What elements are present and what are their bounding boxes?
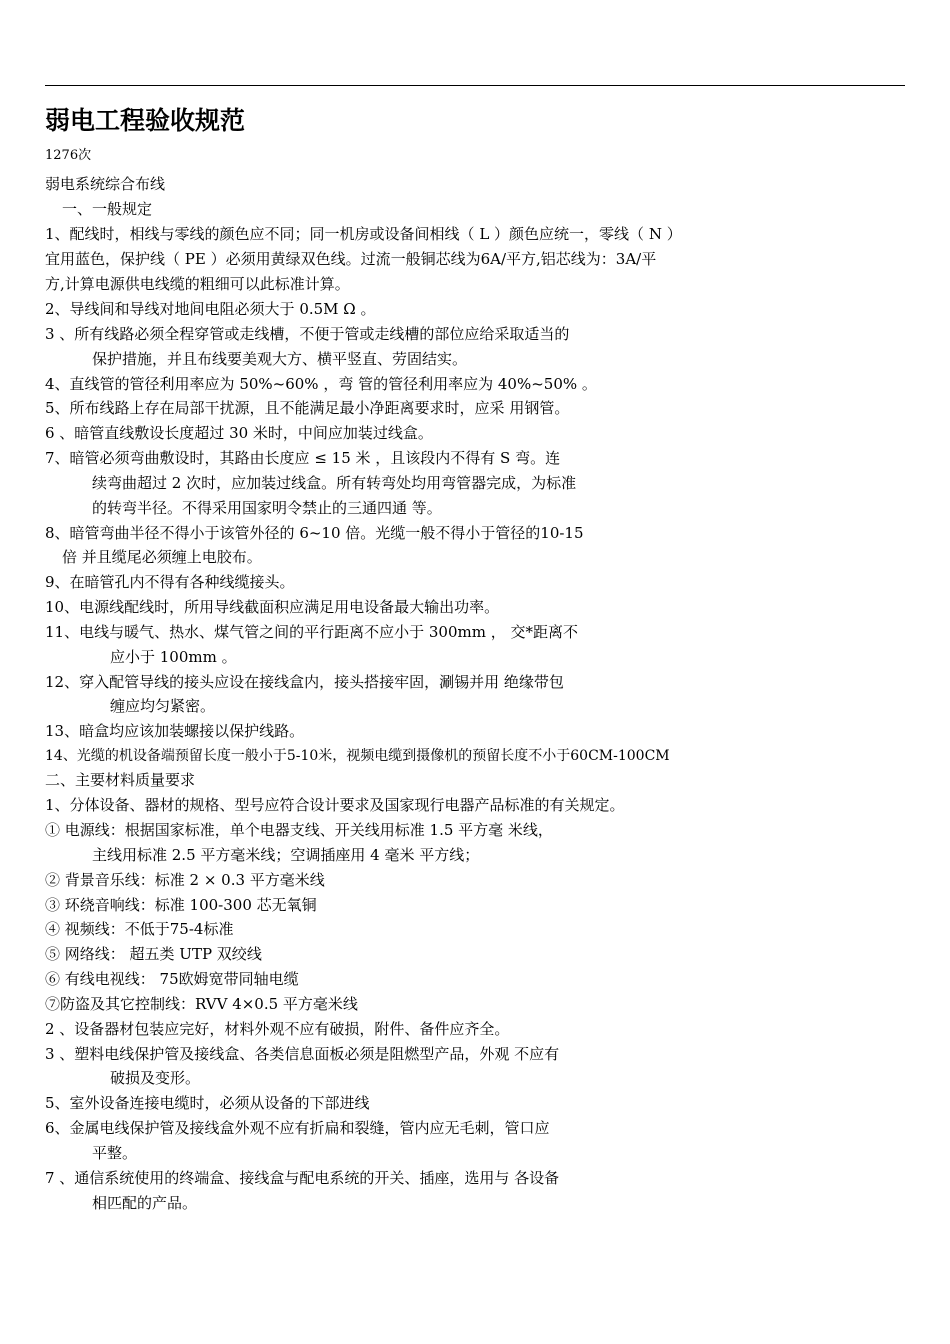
text-line: 6、金属电线保护管及接线盒外观不应有折扁和裂缝，管内应无毛刺，管口应 bbox=[45, 1119, 550, 1137]
list-item: ③ 环绕音响线：标准 100-300 芯无氧铜 bbox=[45, 896, 317, 914]
text-line: 2 、设备器材包装应完好，材料外观不应有破损，附件、备件应齐全。 bbox=[45, 1020, 510, 1038]
text-line: 续弯曲超过 2 次时，应加装过线盒。所有转弯处均用弯管器完成，为标准 bbox=[92, 474, 577, 492]
text-line: 2、导线间和导线对地间电阻必须大于 0.5M Ω 。 bbox=[45, 300, 376, 318]
list-item: ⑤ 网络线： 超五类 UTP 双绞线 bbox=[45, 945, 262, 963]
list-item: ⑥ 有线电视线： 75欧姆宽带同轴电缆 bbox=[45, 970, 299, 988]
text-line: 相匹配的产品。 bbox=[92, 1194, 198, 1212]
text-line: 6 、暗管直线敷设长度超过 30 米时，中间应加装过线盒。 bbox=[45, 424, 433, 442]
section-heading: 弱电系统综合布线 bbox=[45, 175, 166, 193]
list-item: ⑦防盗及其它控制线：RVV 4×0.5 平方毫米线 bbox=[45, 995, 358, 1013]
text-line: 缠应均匀紧密。 bbox=[110, 697, 216, 715]
text-line: 的转弯半径。不得采用国家明令禁止的三通四通 等。 bbox=[92, 499, 442, 517]
text-line: 8、暗管弯曲半径不得小于该管外径的 6~10 倍。光缆一般不得小于管径的10-15 bbox=[45, 524, 584, 542]
text-line: 平整。 bbox=[92, 1144, 138, 1162]
text-line: 5、所布线路上存在局部干扰源，且不能满足最小净距离要求时，应采 用钢管。 bbox=[45, 399, 570, 417]
text-line: 12、穿入配管导线的接头应设在接线盒内，接头搭接牢固，涮锡并用 绝缘带包 bbox=[45, 673, 564, 691]
list-item: ① 电源线：根据国家标准，单个电器支线、开关线用标准 1.5 平方毫 米线， bbox=[45, 821, 553, 839]
text-line: 应小于 100mm 。 bbox=[110, 648, 237, 666]
list-item: ② 背景音乐线：标准 2 × 0.3 平方毫米线 bbox=[45, 871, 325, 889]
subsection-heading: 一、一般规定 bbox=[62, 200, 153, 218]
section-heading: 二、主要材料质量要求 bbox=[45, 771, 196, 789]
page-title: 弱电工程验收规范 bbox=[45, 106, 246, 135]
list-item: ④ 视频线：不低于75-4标准 bbox=[45, 920, 234, 938]
text-line: 13、暗盒均应该加装螺接以保护线路。 bbox=[45, 722, 305, 740]
text-line: 7 、通信系统使用的终端盒、接线盒与配电系统的开关、插座，选用与 各设备 bbox=[45, 1169, 560, 1187]
view-count: 1276次 bbox=[45, 148, 92, 163]
text-line: 1、配线时，相线与零线的颜色应不同；同一机房或设备间相线（ L ）颜色应统一，零线（ N ） bbox=[45, 225, 682, 243]
text-line: 9、在暗管孔内不得有各种线缆接头。 bbox=[45, 573, 295, 591]
text-line: 5、室外设备连接电缆时，必须从设备的下部进线 bbox=[45, 1094, 370, 1112]
text-line: 1、分体设备、器材的规格、型号应符合设计要求及国家现行电器产品标准的有关规定。 bbox=[45, 796, 625, 814]
top-rule bbox=[45, 85, 905, 86]
text-line: 7、暗管必须弯曲敷设时，其路由长度应 ≤ 15 米 ，且该段内不得有 S 弯。连 bbox=[45, 449, 561, 467]
text-line: 主线用标准 2.5 平方毫米线；空调插座用 4 毫米 平方线； bbox=[92, 846, 480, 864]
text-line: 10、电源线配线时，所用导线截面积应满足用电设备最大输出功率。 bbox=[45, 598, 500, 616]
text-line: 宜用蓝色，保护线（ PE ）必须用黄绿双色线。过流一般铜芯线为6A/平方,铝芯线为：3A/平 bbox=[45, 250, 657, 268]
text-line: 11、电线与暖气、热水、煤气管之间的平行距离不应小于 300mm ， 交*距离不 bbox=[45, 623, 578, 641]
text-line: 3 、塑料电线保护管及接线盒、各类信息面板必须是阻燃型产品，外观 不应有 bbox=[45, 1045, 560, 1063]
text-line: 14、光缆的机设备端预留长度一般小于5-10米，视频电缆到摄像机的预留长度不小于60CM-100CM bbox=[45, 748, 670, 764]
text-line: 3 、所有线路必须全程穿管或走线槽，不便于管或走线槽的部位应给采取适当的 bbox=[45, 325, 570, 343]
text-line: 保护措施，并且布线要美观大方、横平竖直、劳固结实。 bbox=[92, 350, 468, 368]
text-line: 倍 并且缆尾必须缠上电胶布。 bbox=[62, 548, 262, 566]
text-line: 方,计算电源供电线缆的粗细可以此标准计算。 bbox=[45, 275, 350, 293]
text-line: 破损及变形。 bbox=[110, 1069, 201, 1087]
text-line: 4、直线管的管径利用率应为 50%~60% ，弯 管的管径利用率应为 40%~50% 。 bbox=[45, 375, 597, 393]
